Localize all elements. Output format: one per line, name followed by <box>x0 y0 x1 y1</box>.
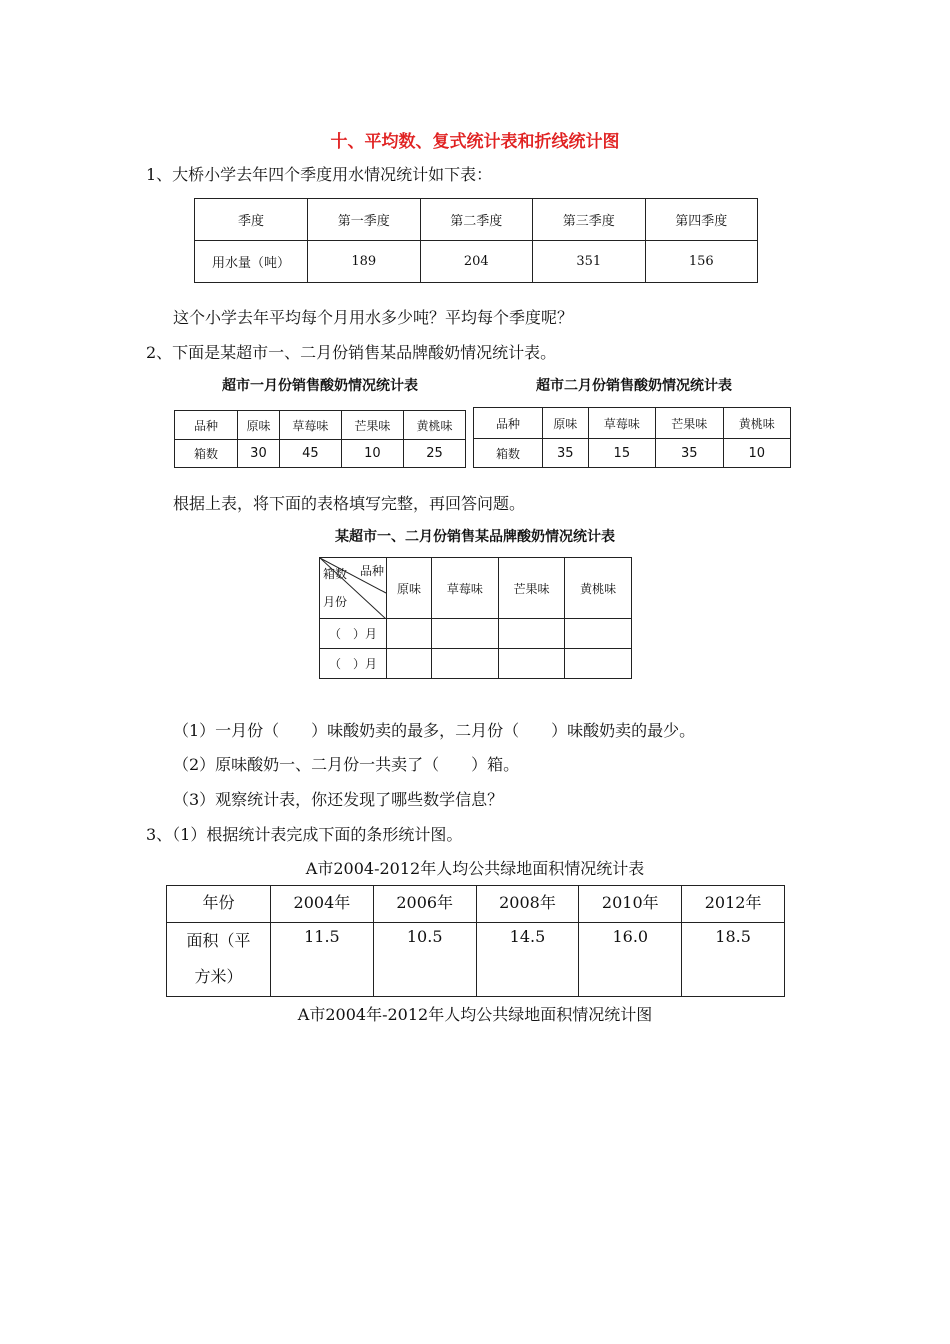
q2-sub3: （3）观察统计表，你还发现了哪些数学信息？ <box>173 790 504 809</box>
table-cell: 35 <box>656 439 723 468</box>
blank-cell[interactable] <box>565 619 632 649</box>
corner-label-flavor: 品种 <box>359 564 384 578</box>
q2-instruction: 根据上表，将下面的表格填写完整，再回答问题。 <box>173 494 526 513</box>
feb-caption: 超市二月份销售酸奶情况统计表 <box>536 378 732 394</box>
row-label: （ ）月 <box>320 649 387 679</box>
table-header: 原味 <box>387 558 432 619</box>
table-header: 黄桃味 <box>403 411 465 440</box>
feb-table <box>473 407 791 468</box>
table-cell: 35 <box>543 439 589 468</box>
q1-question: 这个小学去年平均每个月用水多少吨？平均每个季度呢？ <box>173 308 574 327</box>
table-cell: 204 <box>420 241 533 283</box>
table-header: 第三季度 <box>533 199 646 241</box>
table-header: 年份 <box>167 886 271 923</box>
table-header: 第四季度 <box>645 199 758 241</box>
table-cell: 10.5 <box>373 923 476 997</box>
table-cell: 10 <box>341 440 403 468</box>
row-label <box>167 923 271 997</box>
q3-table-caption: A市2004-2012年人均公共绿地面积情况统计表 <box>305 859 645 878</box>
table-header: 季度 <box>195 199 308 241</box>
row-label: （ ）月 <box>320 619 387 649</box>
q2-sub1: （1）一月份（ ）味酸奶卖的最多，二月份（ ）味酸奶卖的最少。 <box>173 721 696 740</box>
corner-label-month: 月份 <box>323 595 348 609</box>
table-cell: 30 <box>238 440 280 468</box>
q3-text: 3、（1）根据统计表完成下面的条形统计图。 <box>146 825 463 844</box>
q1-text: 1、大桥小学去年四个季度用水情况统计如下表： <box>146 165 493 184</box>
table-header: 品种 <box>175 411 238 440</box>
table-header: 芒果味 <box>656 408 723 439</box>
q2-sub2: （2）原味酸奶一、二月份一共卖了（ ）箱。 <box>173 755 520 774</box>
table-cell: 11.5 <box>271 923 374 997</box>
table-header: 2012年 <box>682 886 785 923</box>
table-cell: 45 <box>279 440 341 468</box>
table-header: 芒果味 <box>341 411 403 440</box>
table-cell: 18.5 <box>682 923 785 997</box>
row-label: 箱数 <box>474 439 543 468</box>
diagonal-header-cell <box>320 558 387 619</box>
row-label: 箱数 <box>175 440 238 468</box>
row-label-line1: 面积（平 <box>186 931 251 950</box>
table-header: 2008年 <box>476 886 579 923</box>
blank-cell[interactable] <box>498 619 565 649</box>
table-header: 草莓味 <box>279 411 341 440</box>
table-header: 第一季度 <box>308 199 421 241</box>
table-cell: 351 <box>533 241 646 283</box>
row-label-line2: 方米） <box>194 967 243 986</box>
table-cell: 25 <box>403 440 465 468</box>
table-header: 芒果味 <box>498 558 565 619</box>
table-header: 黄桃味 <box>723 408 791 439</box>
combined-caption: 某超市一、二月份销售某品牌酸奶情况统计表 <box>335 529 615 545</box>
jan-caption: 超市一月份销售酸奶情况统计表 <box>222 378 418 394</box>
table-header: 品种 <box>474 408 543 439</box>
table-cell: 189 <box>308 241 421 283</box>
table-header: 草莓味 <box>432 558 499 619</box>
table-cell: 156 <box>645 241 758 283</box>
water-usage-table <box>194 198 758 283</box>
table-cell: 14.5 <box>476 923 579 997</box>
page-title: 十、平均数、复式统计表和折线统计图 <box>330 132 620 152</box>
table-header: 第二季度 <box>420 199 533 241</box>
row-label: 用水量（吨） <box>195 241 308 283</box>
jan-table <box>174 410 466 468</box>
blank-cell[interactable] <box>387 619 432 649</box>
table-header: 2006年 <box>373 886 476 923</box>
combined-table <box>319 557 632 679</box>
table-header: 黄桃味 <box>565 558 632 619</box>
blank-cell[interactable] <box>498 649 565 679</box>
blank-cell[interactable] <box>387 649 432 679</box>
q3-chart-caption: A市2004年-2012年人均公共绿地面积情况统计图 <box>297 1005 653 1024</box>
table-header: 2010年 <box>579 886 682 923</box>
table-header: 原味 <box>238 411 280 440</box>
table-header: 原味 <box>543 408 589 439</box>
table-cell: 15 <box>588 439 655 468</box>
table-cell: 10 <box>723 439 791 468</box>
table-header: 2004年 <box>271 886 374 923</box>
table-header: 草莓味 <box>588 408 655 439</box>
table-cell: 16.0 <box>579 923 682 997</box>
blank-cell[interactable] <box>432 649 499 679</box>
corner-label-boxes: 箱数 <box>323 567 348 581</box>
q2-text: 2、下面是某超市一、二月份销售某品牌酸奶情况统计表。 <box>146 343 557 362</box>
green-area-table <box>166 885 785 997</box>
blank-cell[interactable] <box>432 619 499 649</box>
blank-cell[interactable] <box>565 649 632 679</box>
